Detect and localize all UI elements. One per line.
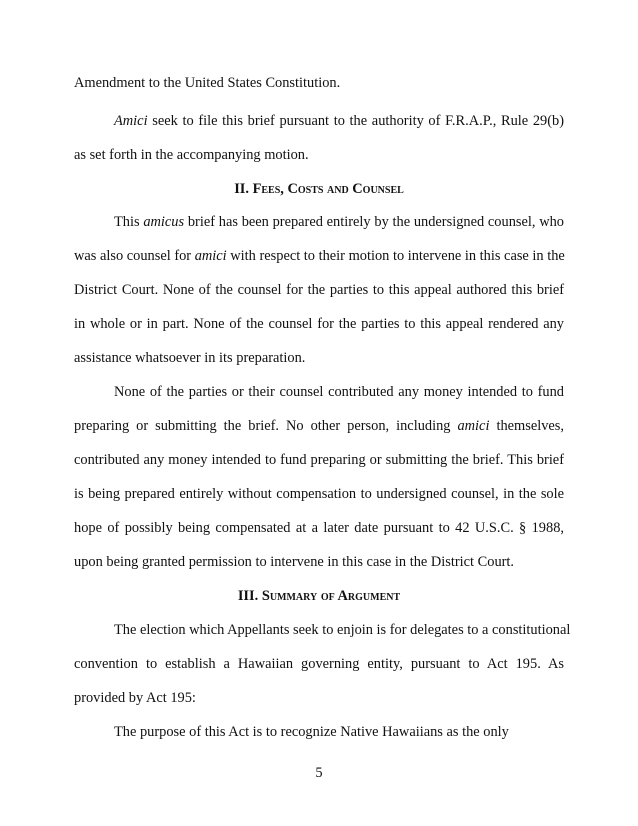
text-line: convention to establish a Hawaiian governing entity, pursuant to Act 195. As	[74, 656, 564, 672]
text-line: Amici seek to file this brief pursuant to the authority of F.R.A.P., Rule 29(b)	[114, 113, 564, 129]
text-line: provided by Act 195:	[74, 690, 196, 706]
page-number: 5	[315, 765, 323, 781]
text-line: is being prepared entirely without compensation to undersigned counsel, in the sole	[74, 486, 564, 502]
text-line: assistance whatsoever in its preparation.	[74, 350, 306, 366]
italic-term: amicus	[143, 214, 185, 230]
text-line: in whole or in part. None of the counsel for the parties to this appeal rendered any	[74, 316, 564, 332]
text-line: None of the parties or their counsel contributed any money intended to fund	[114, 384, 564, 400]
text-line: The election which Appellants seek to enjoin is for delegates to a constitutional	[114, 622, 571, 638]
section-heading: II. Fees, Costs and Counsel	[234, 181, 404, 197]
section-heading: III. Summary of Argument	[237, 588, 401, 604]
text-line: hope of possibly being compensated at a later date pursuant to 42 U.S.C. § 1988,	[74, 520, 564, 536]
text-line: This amicus brief has been prepared entirely by the undersigned counsel, who	[114, 214, 564, 230]
text-line: as set forth in the accompanying motion.	[74, 147, 309, 163]
italic-term: amici	[194, 248, 227, 264]
text-line: upon being granted permission to intervene in this case in the District Court.	[74, 554, 515, 570]
italic-term: Amici	[114, 113, 148, 129]
italic-term: amici	[457, 418, 490, 434]
block-quote-line: The purpose of this Act is to recognize Native Hawaiians as the only	[114, 724, 509, 740]
text-line: was also counsel for amici with respect to their motion to intervene in this case in the	[74, 248, 565, 264]
text-line: Amendment to the United States Constitution.	[74, 75, 341, 91]
text-line: preparing or submitting the brief. No other person, including amici themselves,	[74, 418, 564, 434]
text-line: contributed any money intended to fund preparing or submitting the brief. This brief	[74, 452, 564, 468]
text-line: District Court. None of the counsel for the parties to this appeal authored this brief	[74, 282, 564, 298]
